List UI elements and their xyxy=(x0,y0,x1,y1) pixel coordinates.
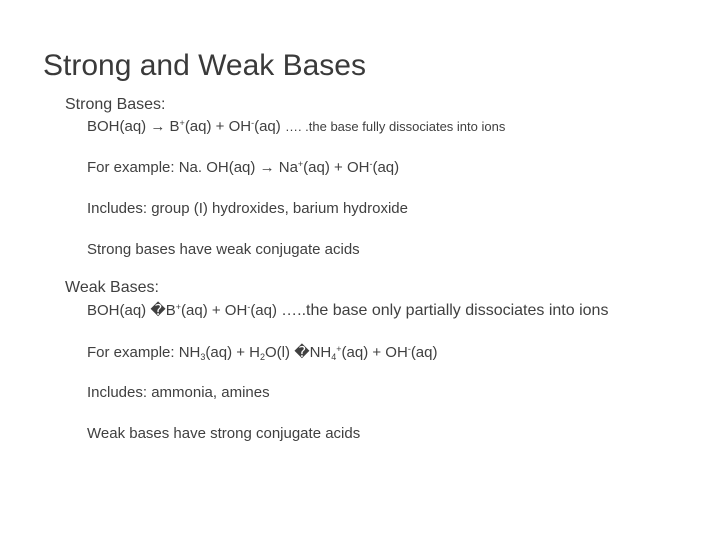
arrow-icon: → xyxy=(259,159,275,176)
weak-dissociation-equation: BOH(aq) �B+(aq) + OH-(aq) …..the base only partially dissociates into ions xyxy=(87,302,609,319)
strong-conjugate-note: Strong bases have weak conjugate acids xyxy=(87,241,360,258)
equilibrium-icon: � xyxy=(150,302,166,319)
strong-dissociation-equation: BOH(aq) → B+(aq) + OH-(aq) …. .the base fully dissociates into ions xyxy=(87,118,506,135)
weak-example: For example: $NH_3(aq) + H_2O(l)$ $�NH_4^+(aq) + OH^-(aq)$ xyxy=(87,344,438,362)
strong-bases-heading: Strong Bases: xyxy=(65,96,166,113)
weak-bases-heading: Weak Bases: xyxy=(65,279,159,296)
equilibrium-icon: � xyxy=(294,344,310,361)
weak-includes: Includes: ammonia, amines xyxy=(87,384,270,401)
arrow-icon: → xyxy=(150,118,166,135)
slide-title: Strong and Weak Bases xyxy=(43,49,366,82)
strong-includes: Includes: group (I) hydroxides, barium hydroxide xyxy=(87,200,408,217)
strong-example: For example: Na. OH(aq) → Na+(aq) + OH-(aq) xyxy=(87,159,400,176)
weak-conjugate-note: Weak bases have strong conjugate acids xyxy=(87,425,361,442)
